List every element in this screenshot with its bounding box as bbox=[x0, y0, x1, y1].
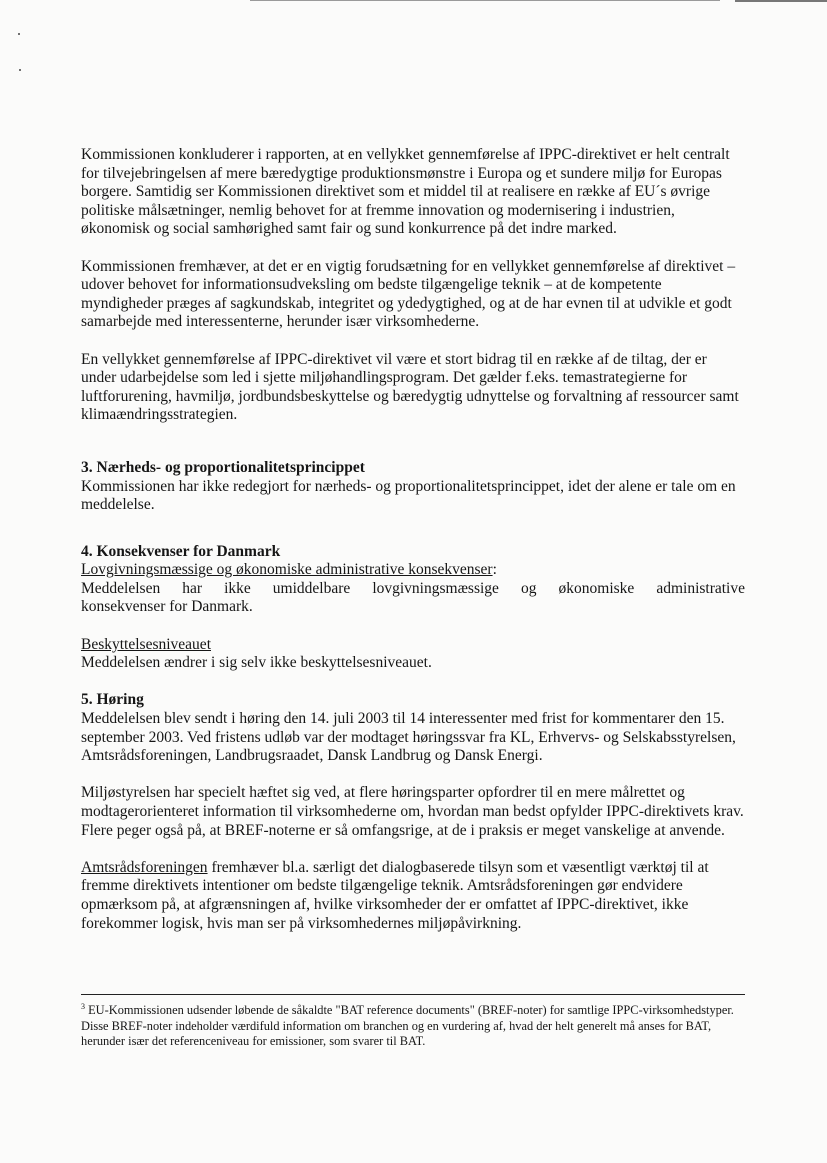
document-body bbox=[81, 146, 745, 952]
section-text bbox=[81, 859, 745, 933]
section-consultation bbox=[81, 691, 745, 933]
organisation-name: Amtsrådsforeningen bbox=[81, 858, 208, 876]
section-text: Miljøstyrelsen har specielt hæftet sig ved, at flere høringsparter opfordrer til en mere målrettet og modtagerorienteret information til virksomhederne om, hvordan man bedst opfylder IPPC-direktivets krav. Flere peger også på, at BREF-noterne er så omfangsrige, at de i praksis er meget vanskelige at anvende. bbox=[81, 784, 744, 839]
section-text: Meddelelsen ændrer i sig selv ikke beskyttelsesniveauet. bbox=[81, 654, 432, 672]
section-heading: 4. Konsekvenser for Danmark bbox=[81, 542, 281, 560]
section-text bbox=[81, 580, 745, 617]
paragraph-contribution: En vellykket gennemførelse af IPPC-direktivet vil være et stort bidrag til en række af de tiltag, der er under udarbejdelse som led i sjette miljøhandlingsprogram. Det gælder f.eks. temastrategierne for luftforurening, havmiljø, jordbundsbeskyttelse og bæredygtig udnyttelse og forvaltning af ressourcer samt klimaændringsstrategien. bbox=[81, 350, 739, 424]
section-heading: 3. Nærheds- og proportionalitetsprincippet bbox=[81, 458, 365, 476]
footnote-rule bbox=[81, 994, 745, 995]
subheading-protection: Beskyttelsesniveauet bbox=[81, 635, 211, 653]
section-text-rest: fremhæver bl.a. særligt det dialogbaserede tilsyn som et væsentligt værktøj til at fremme direktivets intentioner om bedste tilgængelige teknik. Amtsrådsforeningen gør endvidere opmærksom på, at afgrænsningen af, hvilke virksomheder der er omfattet af IPPC-direktivet, ikke forekommer logisk, hvis man ser på virksomhedernes miljøpåvirkning. bbox=[81, 858, 709, 932]
section-subsidiarity bbox=[81, 459, 745, 515]
scan-edge-line bbox=[735, 0, 827, 2]
scan-speck bbox=[19, 69, 21, 71]
paragraph-emphasis: Kommissionen fremhæver, at det er en vigtig forudsætning for en vellykket gennemførelse af direktivet – udover behovet for informationsudveksling om bedste tilgængelige teknik – at de kompetente myndigheder præges af sagkundskab, integritet og ydedygtighed, og at de har evnen til at udvikle et godt samarbejde med interessenterne, herunder især virksomhederne. bbox=[81, 257, 736, 331]
scan-edge-line bbox=[250, 0, 720, 1]
text-line: konsekvenser for Danmark. bbox=[81, 598, 253, 616]
section-heading: 5. Høring bbox=[81, 691, 144, 709]
footnote-number: 3 bbox=[81, 1001, 85, 1011]
subheading-colon: : bbox=[492, 561, 497, 579]
paragraph-conclusion: Kommissionen konkluderer i rapporten, at en vellykket gennemførelse af IPPC-direktivet er helt centralt for tilvejebringelsen af mere bæredygtige produktionsmønstre i Europa og et sundere miljø for Europas borgere. Samtidig ser Kommissionen direktivet som et middel til at realisere en række af EU´s øvrige politiske målsætninger, nemlig behovet for at fremme innovation og modernisering i industrien, økonomisk og social samhørighed samt fair og sund konkurrence på det indre marked. bbox=[81, 146, 730, 238]
text-line: Meddelelsen har ikke umiddelbare lovgivningsmæssige og økonomiske administrative bbox=[81, 579, 745, 597]
scan-speck bbox=[18, 33, 20, 35]
subheading-text: Lovgivningsmæssige og økonomiske administrative konsekvenser bbox=[81, 561, 493, 579]
footnote-text: EU-Kommissionen udsender løbende de såkaldte "BAT reference documents" (BREF-noter) for samtlige IPPC-virksomhedstyper. Disse BREF-noter indeholder værdifuld information om branchen og en vurdering af, hvad der helt generelt må anses for BAT, herunder især det referenceniveau for emissioner, som svarer til BAT. bbox=[81, 1003, 734, 1049]
section-consequences bbox=[81, 543, 745, 673]
subheading-legal-economic bbox=[81, 561, 745, 580]
footnote bbox=[81, 1003, 745, 1050]
section-text: Kommissionen har ikke redegjort for nærheds- og proportionalitetsprincippet, idet der alene er tale om en meddelelse. bbox=[81, 477, 736, 514]
section-text: Meddelelsen blev sendt i høring den 14. juli 2003 til 14 interessenter med frist for kommentarer den 15. september 2003. Ved fristens udløb var der modtaget høringssvar fra KL, Erhvervs- og Selskabsstyrelsen, Amtsrådsforeningen, Landbrugsraadet, Dansk Landbrug og Dansk Energi. bbox=[81, 710, 736, 765]
